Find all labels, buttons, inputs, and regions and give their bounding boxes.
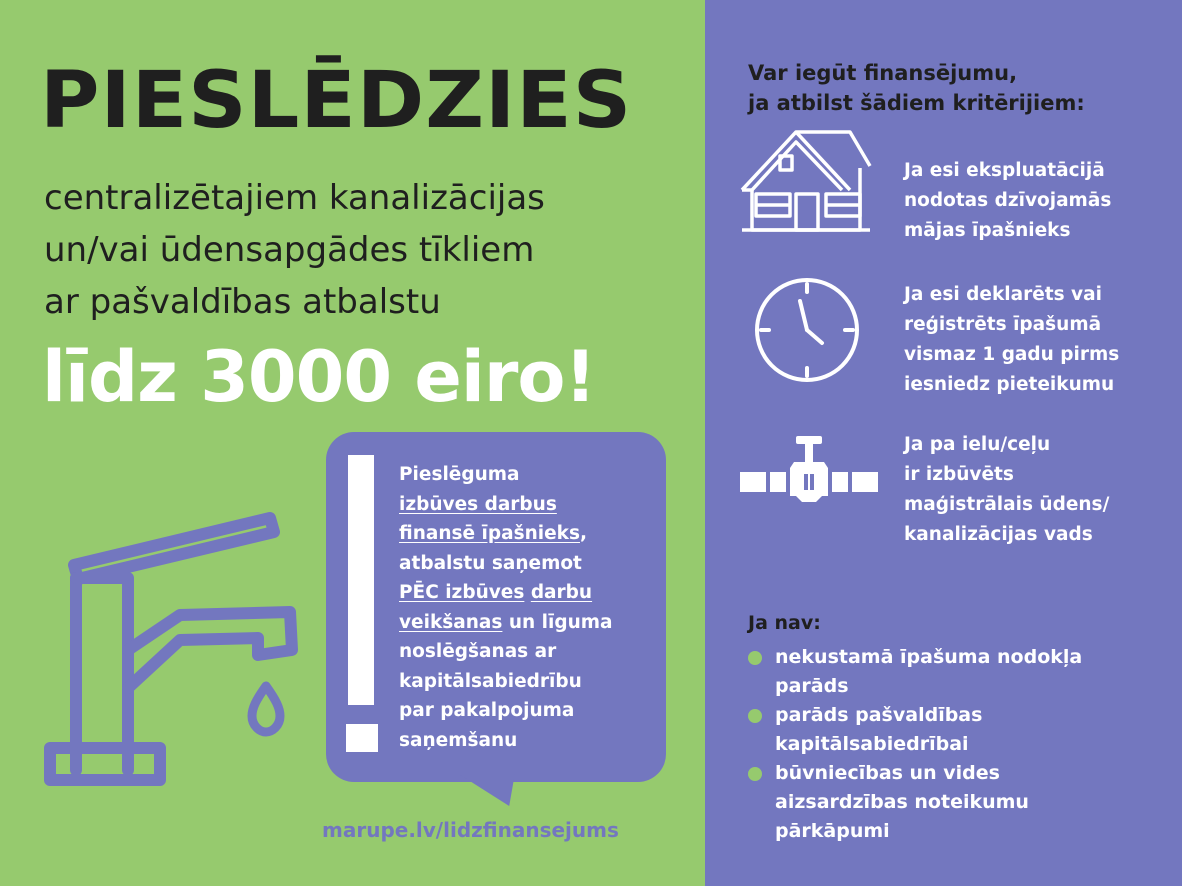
condition-line: pārkāpumi xyxy=(775,820,890,842)
condition-item xyxy=(748,759,1168,846)
clock-icon xyxy=(752,275,862,385)
criterion-line: reģistrēts īpašumā xyxy=(904,314,1102,335)
bubble-line: noslēgšanas ar xyxy=(399,641,557,662)
bubble-line-underlined: darbu xyxy=(530,582,593,603)
bubble-line: par pakalpojuma xyxy=(399,700,575,721)
condition-line: nekustamā īpašuma nodokļa xyxy=(775,646,1083,668)
criteria-title xyxy=(748,58,1168,118)
conditions-title: Ja nav: xyxy=(748,612,821,634)
pipe-valve-icon xyxy=(738,432,878,504)
criteria-title-line: Var iegūt finansējumu, xyxy=(748,61,1018,85)
bullet-dot-icon xyxy=(748,651,762,665)
condition-line: parāds xyxy=(775,675,849,697)
condition-line: parāds pašvaldības xyxy=(775,704,983,726)
condition-line: būvniecības un vides xyxy=(775,762,1000,784)
bubble-line-underlined: PĒC izbūves xyxy=(399,582,525,603)
condition-line: kapitālsabiedrībai xyxy=(775,733,969,755)
house-icon xyxy=(738,128,873,238)
bubble-line-underlined: izbūves darbus xyxy=(399,493,557,515)
condition-item xyxy=(748,701,1168,759)
bullet-dot-icon xyxy=(748,767,762,781)
criteria-title-line: ja atbilst šādiem kritērijiem: xyxy=(748,91,1085,115)
criterion-line: mājas īpašnieks xyxy=(904,220,1071,241)
subhead-line: centralizētajiem kanalizācijas xyxy=(44,178,545,218)
condition-item xyxy=(748,643,1168,701)
subhead-line: un/vai ūdensapgādes tīkliem xyxy=(44,230,535,270)
subhead-line: ar pašvaldības atbalstu xyxy=(44,282,441,322)
criterion-line: Ja esi deklarēts vai xyxy=(904,284,1102,305)
bullet-dot-icon xyxy=(748,709,762,723)
exclamation-dot xyxy=(346,724,378,752)
exclamation-icon xyxy=(348,455,374,705)
criterion-line: vismaz 1 gadu pirms xyxy=(904,344,1120,365)
bubble-line: un līguma xyxy=(502,611,613,633)
condition-line: aizsardzības noteikumu xyxy=(775,791,1029,813)
criterion-line: maģistrālais ūdens/ xyxy=(904,494,1110,515)
criterion-line: nodotas dzīvojamās xyxy=(904,190,1112,211)
headline: PIESLĒDZIES xyxy=(40,56,633,146)
criterion-line: Ja esi ekspluatācijā xyxy=(904,160,1105,181)
criterion-2 xyxy=(904,280,1174,400)
subheadline xyxy=(44,172,694,328)
conditions-list xyxy=(748,643,1168,846)
bubble-line-underlined: veikšanas xyxy=(399,611,503,633)
faucet-icon xyxy=(30,500,310,800)
bubble-line: saņemšanu xyxy=(399,729,518,751)
website-link[interactable]: marupe.lv/lidzfinansejums xyxy=(322,818,619,842)
criterion-line: Ja pa ielu/ceļu xyxy=(904,434,1051,455)
criterion-3 xyxy=(904,430,1174,550)
amount-headline: līdz 3000 eiro! xyxy=(42,336,596,418)
criterion-line: ir izbūvēts xyxy=(904,464,1014,485)
bubble-line: Pieslēguma xyxy=(399,464,520,485)
criterion-line: iesniedz pieteikumu xyxy=(904,374,1115,395)
bubble-line: atbalstu saņemot xyxy=(399,552,582,574)
criterion-1 xyxy=(904,156,1174,246)
bubble-line-underlined: finansē īpašnieks xyxy=(399,523,580,544)
criterion-line: kanalizācijas vads xyxy=(904,524,1093,545)
bubble-punct: , xyxy=(580,523,588,544)
bubble-line: kapitālsabiedrību xyxy=(399,670,582,692)
bubble-text xyxy=(399,460,659,755)
